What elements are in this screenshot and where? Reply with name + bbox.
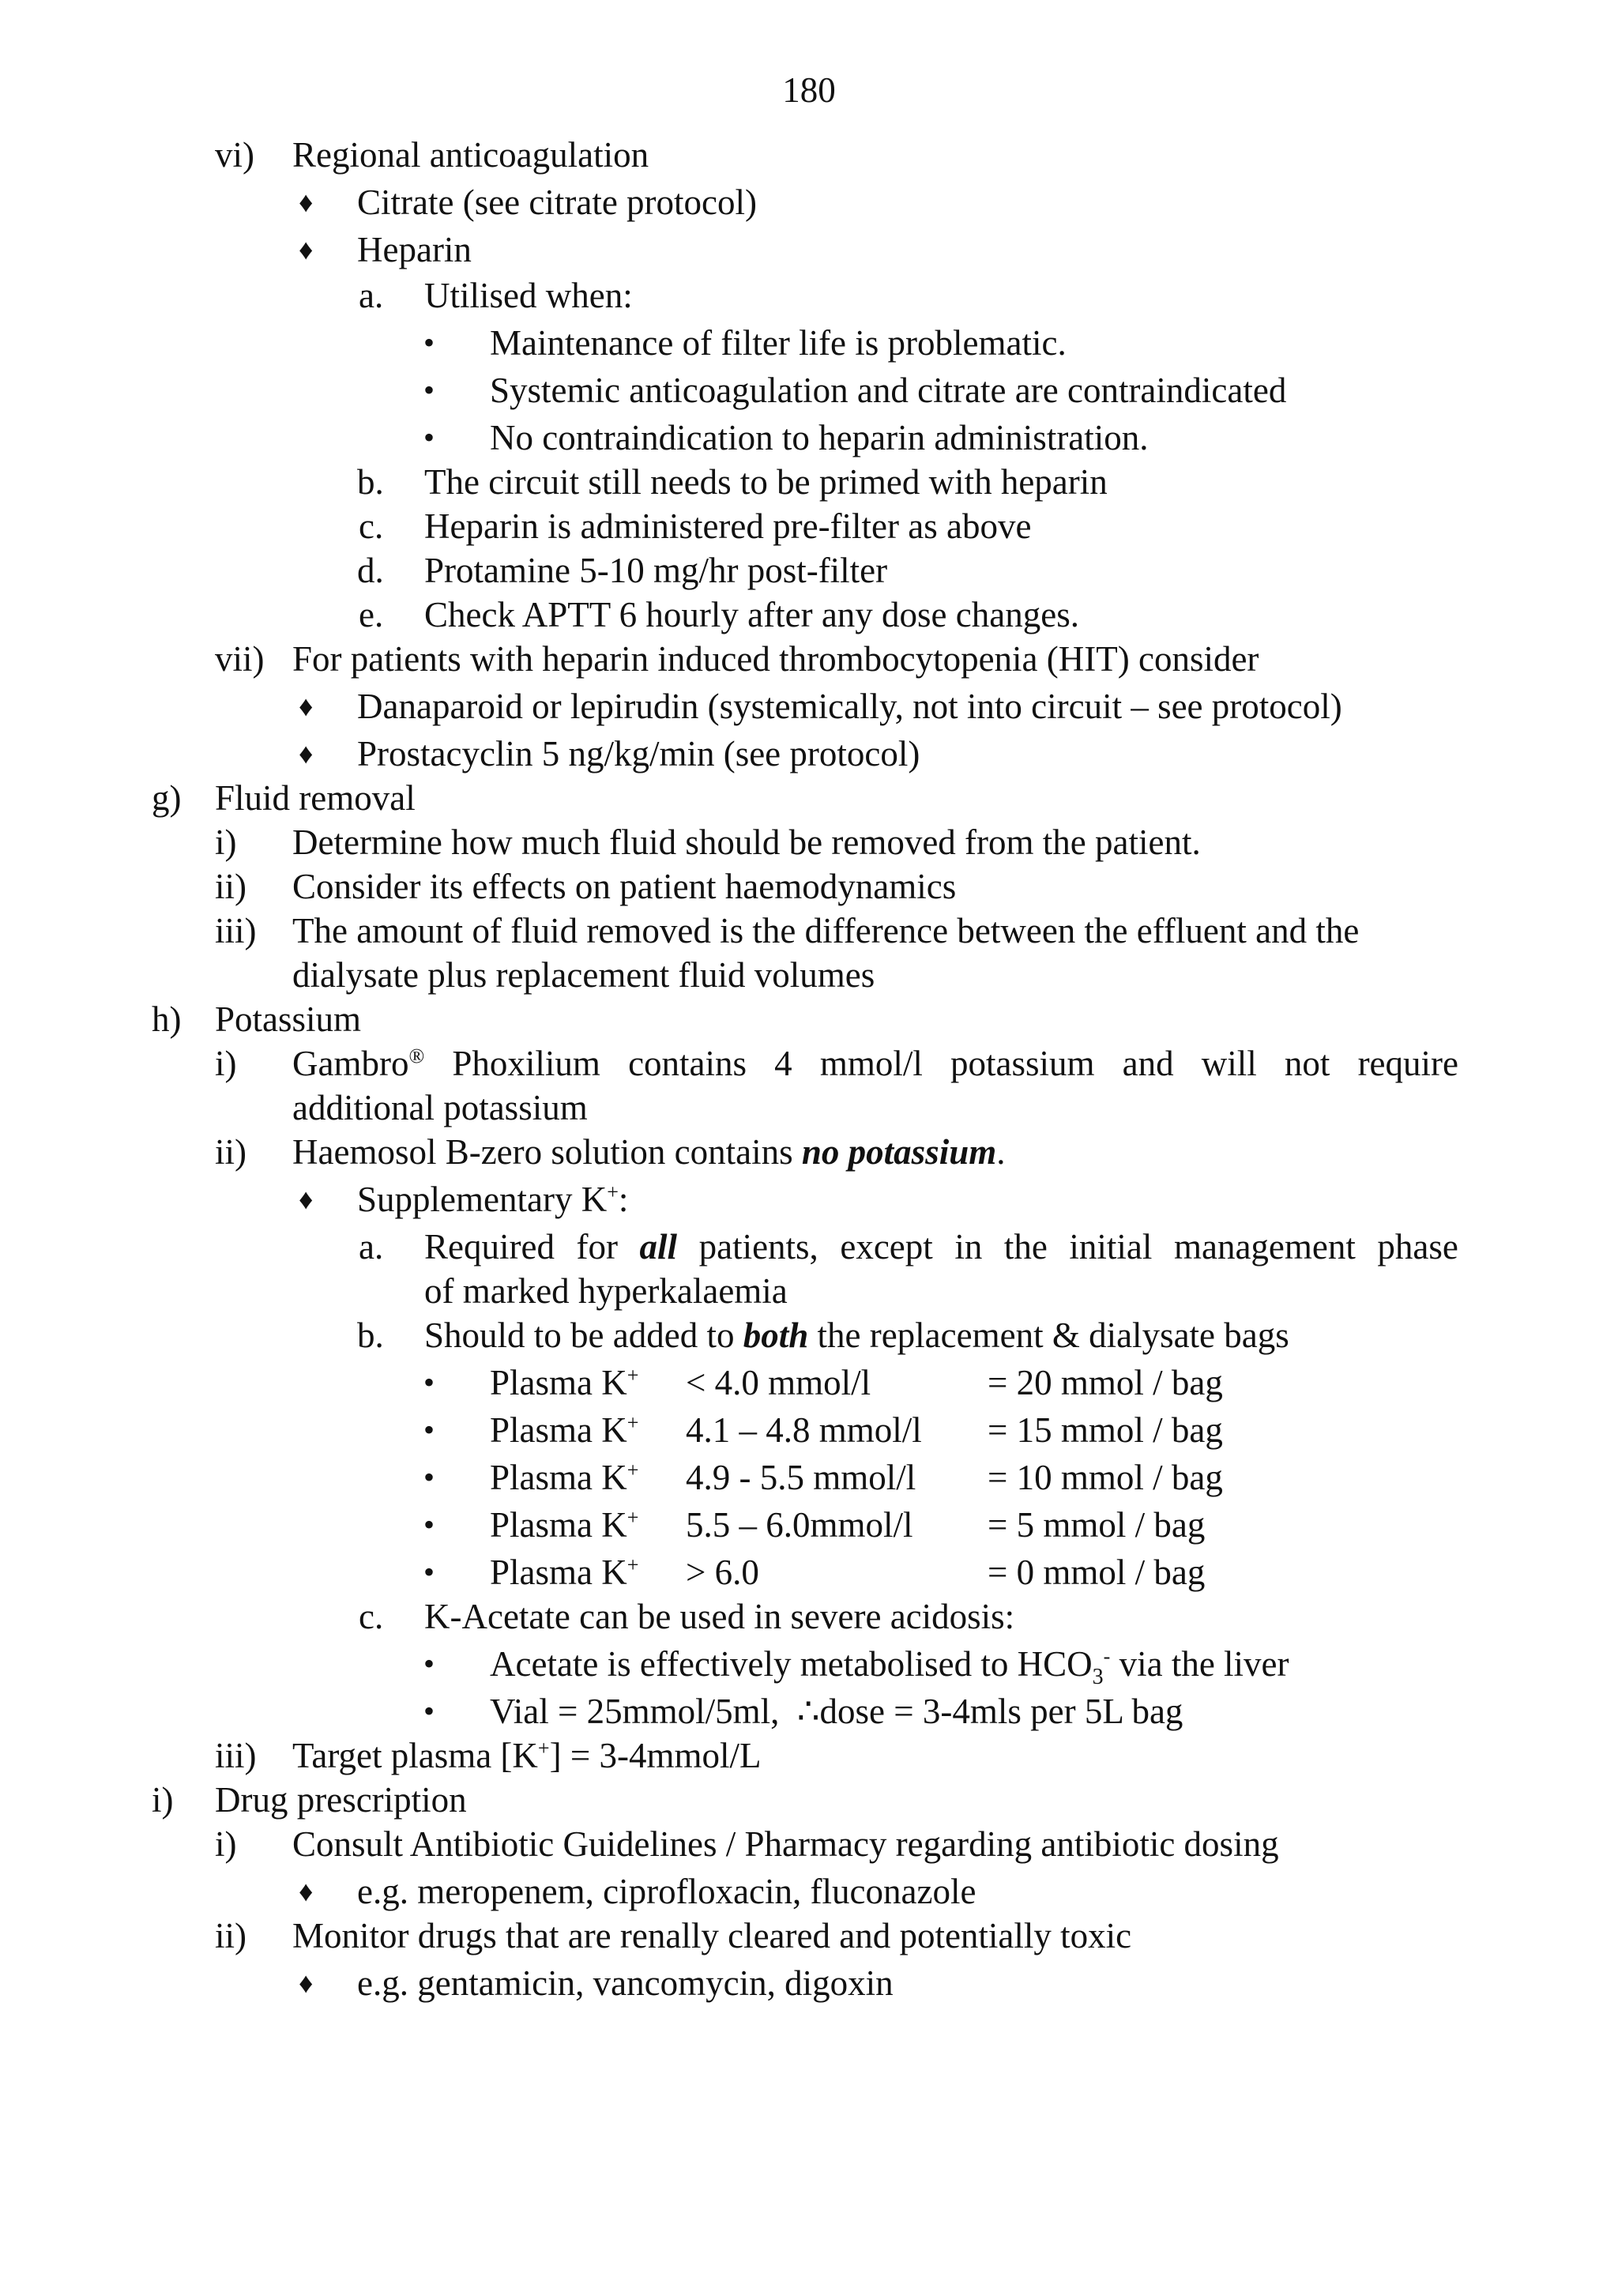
word: the	[1003, 1227, 1048, 1267]
bullet-icon: •	[423, 1412, 435, 1447]
justified-line	[424, 1225, 1458, 1269]
dose-range: > 6.0	[686, 1553, 759, 1592]
bullet-icon: •	[423, 1646, 435, 1681]
superscript: +	[607, 1180, 619, 1203]
bullet-icon: •	[423, 372, 435, 408]
list-item-text: Systemic anticoagulation and citrate are contraindicated	[490, 371, 1287, 410]
list-item-text: Consider its effects on patient haemodynamics	[292, 867, 957, 906]
text: Plasma K	[490, 1363, 627, 1402]
word: Required	[424, 1227, 555, 1267]
list-marker: ii)	[215, 867, 246, 906]
word: and	[1122, 1044, 1174, 1083]
list-marker: ii)	[215, 1916, 246, 1955]
bullet-icon: •	[423, 1507, 435, 1542]
dose-label	[490, 1503, 638, 1547]
dose-label	[490, 1455, 638, 1500]
word: Phoxilium	[452, 1044, 600, 1083]
word: potassium	[950, 1044, 1095, 1083]
dose-range: 4.9 - 5.5 mmol/l	[686, 1458, 916, 1497]
word: management	[1173, 1227, 1356, 1267]
emphasis: all	[639, 1227, 678, 1267]
word: 4	[774, 1044, 792, 1083]
dose-value: = 5 mmol / bag	[988, 1505, 1206, 1545]
text: Plasma K	[490, 1458, 627, 1497]
list-item-text: Consult Antibiotic Guidelines / Pharmacy regarding antibiotic dosing	[292, 1824, 1279, 1864]
registered-mark: ®	[408, 1044, 425, 1067]
superscript: -	[1103, 1645, 1111, 1668]
superscript: +	[627, 1553, 639, 1576]
word: except	[840, 1227, 933, 1267]
list-item-text: Vial = 25mmol/5ml, ∴dose = 3-4mls per 5L bag	[490, 1692, 1183, 1731]
text: ] = 3-4mmol/L	[549, 1736, 762, 1775]
word: not	[1284, 1044, 1330, 1083]
list-item-text: No contraindication to heparin administration.	[490, 418, 1149, 457]
text: Plasma K	[490, 1410, 627, 1450]
bullet-icon: •	[423, 325, 435, 360]
list-marker: g)	[152, 778, 182, 818]
heading: Fluid removal	[215, 778, 416, 818]
list-item-text	[357, 1177, 628, 1221]
list-marker: i)	[152, 1780, 174, 1820]
diamond-bullet-icon: ♦	[299, 1184, 314, 1215]
bullet-icon: •	[423, 1459, 435, 1495]
list-marker: c.	[359, 506, 384, 546]
dose-label	[490, 1550, 638, 1594]
dose-value: = 15 mmol / bag	[988, 1410, 1223, 1450]
emphasis: no potassium	[801, 1132, 997, 1172]
superscript: +	[627, 1411, 639, 1434]
text: Plasma K	[490, 1553, 627, 1592]
diamond-bullet-icon: ♦	[299, 234, 314, 265]
list-item-text: Citrate (see citrate protocol)	[357, 183, 758, 222]
bullet-icon: •	[423, 1693, 435, 1729]
diamond-bullet-icon: ♦	[299, 691, 314, 722]
list-item-text: Monitor drugs that are renally cleared and potentially toxic	[292, 1916, 1132, 1955]
list-marker: ii)	[215, 1132, 246, 1172]
heading: For patients with heparin induced thrombocytopenia (HIT) consider	[292, 639, 1259, 679]
list-item-text: Heparin	[357, 230, 472, 269]
list-item-text: Maintenance of filter life is problematic.	[490, 323, 1067, 363]
dose-value: = 0 mmol / bag	[988, 1553, 1206, 1592]
list-item-text: The amount of fluid removed is the difference between the effluent and the	[292, 911, 1360, 950]
dose-range: 4.1 – 4.8 mmol/l	[686, 1410, 922, 1450]
justified-line	[292, 1041, 1458, 1086]
emphasis: both	[743, 1315, 809, 1355]
list-item-text	[424, 1313, 1289, 1357]
dose-label	[490, 1361, 638, 1405]
word: will	[1201, 1044, 1257, 1083]
list-item-text: Danaparoid or lepirudin (systemically, not into circuit – see protocol)	[357, 687, 1342, 726]
list-item-text: The circuit still needs to be primed with heparin	[424, 462, 1108, 502]
list-item-text: e.g. meropenem, ciprofloxacin, fluconazole	[357, 1872, 976, 1911]
superscript: +	[537, 1737, 550, 1760]
dose-value: = 10 mmol / bag	[988, 1458, 1223, 1497]
bullet-icon: •	[423, 1554, 435, 1590]
list-marker: c.	[359, 1597, 384, 1636]
heading: Potassium	[215, 999, 362, 1039]
text: Acetate is effectively metabolised to HCO	[490, 1644, 1093, 1684]
list-marker: e.	[359, 595, 384, 634]
text: Haemosol B-zero solution contains	[292, 1132, 802, 1172]
dose-range: < 4.0 mmol/l	[686, 1363, 871, 1402]
list-item-text: K-Acetate can be used in severe acidosis:	[424, 1597, 1015, 1636]
list-item-text	[490, 1642, 1289, 1689]
heading: Regional anticoagulation	[292, 135, 649, 175]
word: in	[954, 1227, 983, 1267]
diamond-bullet-icon: ♦	[299, 738, 314, 770]
text: Target plasma [K	[292, 1736, 538, 1775]
list-item-text: Heparin is administered pre-filter as above	[424, 506, 1032, 546]
list-marker: b.	[357, 462, 384, 502]
list-marker: i)	[215, 1044, 237, 1083]
diamond-bullet-icon: ♦	[299, 1967, 314, 1999]
word: Gambro	[292, 1044, 409, 1083]
list-marker: iii)	[215, 911, 257, 950]
text: Plasma K	[490, 1505, 627, 1545]
word: initial	[1069, 1227, 1153, 1267]
dose-range: 5.5 – 6.0mmol/l	[686, 1505, 913, 1545]
list-item-text	[292, 1130, 1005, 1174]
list-item-text: Protamine 5-10 mg/hr post-filter	[424, 551, 888, 590]
superscript: +	[627, 1506, 639, 1529]
subscript: 3	[1092, 1665, 1104, 1689]
list-item-text: additional potassium	[292, 1088, 588, 1127]
word: phase	[1377, 1227, 1458, 1267]
list-marker: a.	[359, 276, 384, 315]
list-item-text: of marked hyperkalaemia	[424, 1271, 788, 1311]
word: for	[576, 1227, 618, 1267]
diamond-bullet-icon: ♦	[299, 186, 314, 218]
list-item-text: Utilised when:	[424, 276, 633, 315]
word: mmol/l	[819, 1044, 923, 1083]
text: Should to be added to	[424, 1315, 743, 1355]
list-marker: b.	[357, 1315, 384, 1355]
page-number: 180	[782, 70, 836, 110]
text: .	[996, 1132, 1006, 1172]
diamond-bullet-icon: ♦	[299, 1876, 314, 1907]
list-marker: i)	[215, 822, 237, 862]
list-marker: vii)	[215, 639, 265, 679]
text: :	[618, 1180, 629, 1219]
list-marker: h)	[152, 999, 182, 1039]
dose-value: = 20 mmol / bag	[988, 1363, 1223, 1402]
list-item-text: dialysate plus replacement fluid volumes	[292, 955, 875, 995]
list-marker: vi)	[215, 135, 254, 175]
list-item-text: Determine how much fluid should be removed from the patient.	[292, 822, 1201, 862]
list-item-text: e.g. gentamicin, vancomycin, digoxin	[357, 1963, 894, 2003]
bullet-icon: •	[423, 1364, 435, 1400]
text: the replacement & dialysate bags	[808, 1315, 1289, 1355]
word: contains	[628, 1044, 747, 1083]
list-marker: d.	[357, 551, 384, 590]
list-item-text	[292, 1733, 761, 1778]
list-marker: a.	[359, 1227, 384, 1267]
word: patients,	[698, 1227, 818, 1267]
heading: Drug prescription	[215, 1780, 467, 1820]
bullet-icon: •	[423, 420, 435, 455]
superscript: +	[627, 1459, 639, 1481]
word: require	[1357, 1044, 1458, 1083]
list-item-text: Check APTT 6 hourly after any dose changes.	[424, 595, 1079, 634]
list-marker: i)	[215, 1824, 237, 1864]
dose-label	[490, 1408, 638, 1452]
text: via the liver	[1110, 1644, 1289, 1684]
superscript: +	[627, 1364, 639, 1387]
list-marker: iii)	[215, 1736, 257, 1775]
text: Supplementary K	[357, 1180, 608, 1219]
list-item-text: Prostacyclin 5 ng/kg/min (see protocol)	[357, 734, 920, 773]
